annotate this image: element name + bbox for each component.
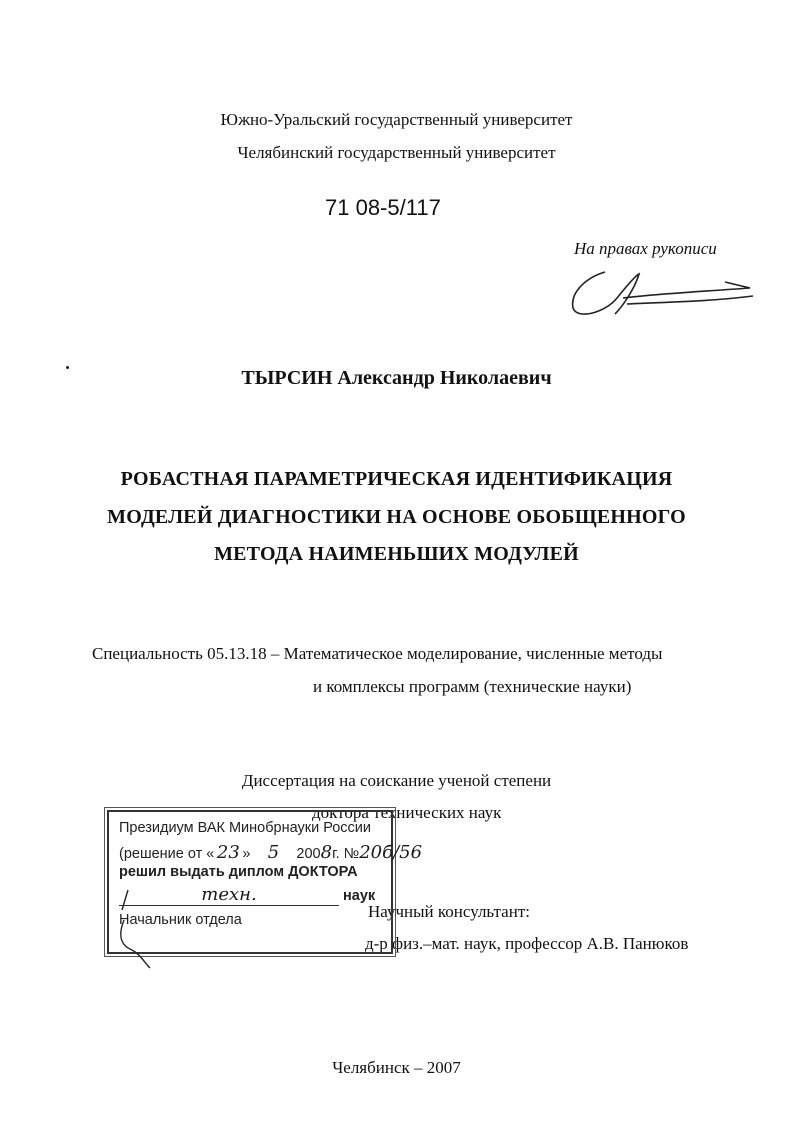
stamp-line-diploma: решил выдать диплом ДОКТОРА — [119, 864, 358, 880]
specialty-line-1: Специальность 05.13.18 – Математическое моделирование, численные методы — [92, 644, 663, 663]
stamp-number: 20б/56 — [359, 842, 423, 863]
title-line-3: МЕТОДА НАИМЕНЬШИХ МОДУЛЕЙ — [214, 543, 579, 565]
city-year: Челябинск – 2007 — [332, 1058, 461, 1077]
stamp-line-presidium: Президиум ВАК Минобрнауки России — [119, 820, 372, 836]
rights-note: На правах рукописи — [574, 239, 717, 258]
consultant-name: д-р физ.–мат. наук, профессор А.В. Панюков — [365, 934, 689, 953]
stamp-number-prefix: г. № — [332, 846, 360, 862]
consultant-label: Научный консультант: — [368, 902, 530, 921]
dissertation-line-2: доктора технических наук — [312, 803, 502, 822]
university-line-1: Южно-Уральский государственный университет — [220, 110, 573, 129]
author-name: ТЫРСИН Александр Николаевич — [241, 367, 552, 389]
stamp-year-prefix: 200 — [296, 846, 321, 862]
author-signature — [565, 258, 765, 328]
stamp-science-field: техн. — [119, 884, 339, 906]
stamp-day: 23 — [216, 842, 240, 863]
title-line-2: МОДЕЛЕЙ ДИАГНОСТИКИ НА ОСНОВЕ ОБОБЩЕННОГО — [107, 506, 686, 528]
dissertation-line-1: Диссертация на соискание ученой степени — [241, 771, 552, 790]
stamp-line-head: Начальник отдела — [119, 912, 242, 928]
stamp-science-suffix: наук — [343, 888, 376, 904]
title-line-1: РОБАСТНАЯ ПАРАМЕТРИЧЕСКАЯ ИДЕНТИФИКАЦИЯ — [120, 468, 673, 490]
stamp-decision-line: (решение от « 23 » 5 2008г. №20б/56 — [119, 842, 423, 863]
stamp-year-suffix: 8 — [320, 842, 333, 863]
stamp-decision-prefix: (решение от « — [119, 846, 215, 862]
specialty-line-2: и комплексы программ (технические науки) — [313, 677, 632, 696]
catalog-code: 71 08-5/117 — [325, 195, 441, 220]
university-line-2: Челябинский государственный университет — [237, 143, 556, 162]
stamp-signature — [110, 880, 170, 970]
stamp-month: 5 — [267, 842, 280, 863]
